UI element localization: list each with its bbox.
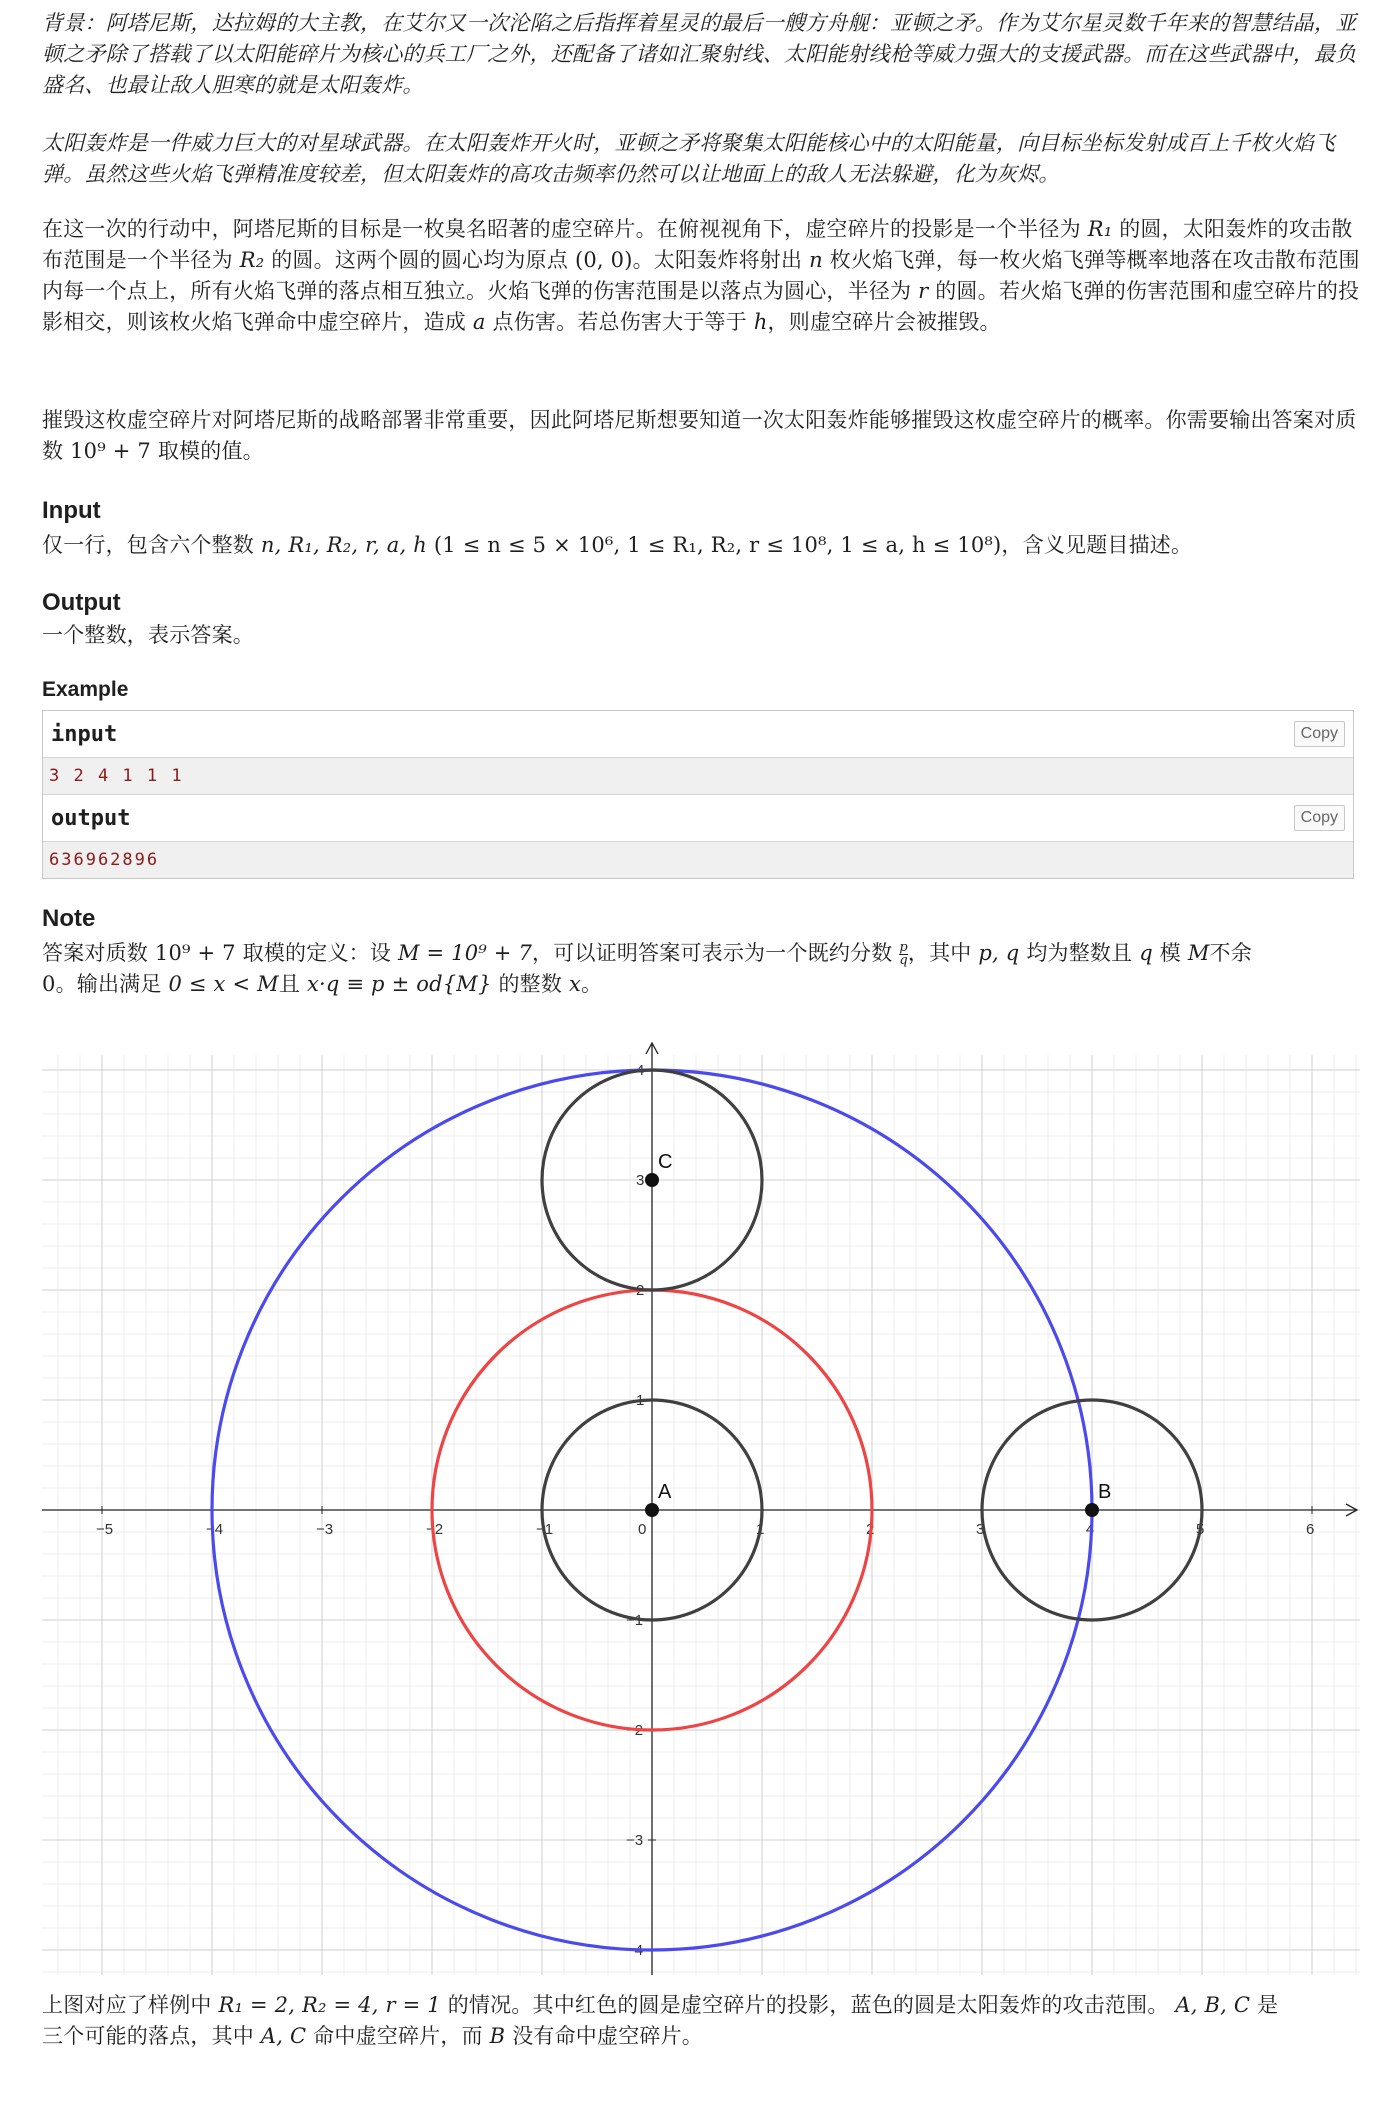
math-x: x xyxy=(568,972,581,996)
math-frac-q: q xyxy=(899,952,908,968)
math-r: r xyxy=(918,279,929,303)
point-label-c: C xyxy=(658,1151,673,1173)
math-sample: R₁ = 2, R₂ = 4, r = 1 xyxy=(218,1993,441,2017)
math-B: B xyxy=(489,2024,506,2048)
caption-text: 命中虚空碎片，而 xyxy=(313,2024,483,2048)
question-paragraph xyxy=(42,405,1360,467)
math-n: n xyxy=(809,248,823,272)
x-tick-label: 4 xyxy=(1086,1521,1095,1538)
input-heading: Input xyxy=(42,497,101,524)
figure-caption xyxy=(42,1990,1360,2052)
x-tick-label: 6 xyxy=(1306,1521,1315,1538)
background-text-2: 太阳轰炸是一件威力巨大的对星球武器。在太阳轰炸开火时，亚顿之矛将聚集太阳能核心中的太阳能量，向目标坐标发射成百上千枚火焰飞弹。虽然这些火焰飞弹精准度较差，但太阳轰炸的高攻击频率仍然可以让地面上的敌人无法躲避，化为灰烬。 xyxy=(42,131,1336,186)
y-tick-label: 3 xyxy=(636,1172,645,1189)
caption-text: 的情况。其中红色的圆是虚空碎片的投影，蓝色的圆是太阳轰炸的攻击范围。 xyxy=(447,1993,1169,2017)
point-c xyxy=(645,1173,659,1187)
background-label: 背景： xyxy=(42,11,106,35)
note-text: 取模的定义：设 xyxy=(242,941,392,965)
statement-text: 在这一次的行动中，阿塔尼斯的目标是一枚臭名昭著的虚空碎片。在俯视视角下，虚空碎片的投影是一个半径为 xyxy=(42,217,1081,241)
x-tick-label: −4 xyxy=(206,1521,224,1538)
note-text: 的整数 xyxy=(498,972,563,996)
point-label-b: B xyxy=(1098,1481,1112,1503)
statement-text: 。太阳轰炸将射出 xyxy=(632,248,803,272)
math-origin: (0, 0) xyxy=(574,248,633,272)
note-text: 答案对质数 xyxy=(42,941,148,965)
math-R2: R₂ xyxy=(239,248,265,272)
x-tick-label: 3 xyxy=(976,1521,985,1538)
math-h: h xyxy=(753,310,768,334)
point-b xyxy=(1085,1503,1099,1517)
question-text: 取模的值。 xyxy=(157,439,264,463)
example-heading: Example xyxy=(42,678,129,701)
math-constraints: (1 ≤ n ≤ 5 × 10⁶, 1 ≤ R₁, R₂, r ≤ 10⁸, 1 ≤ a, h ≤ 10⁸) xyxy=(433,533,1002,557)
y-tick-label: −4 xyxy=(626,1942,644,1959)
x-tick-label: −2 xyxy=(426,1521,444,1538)
math-vars: n, R₁, R₂, r, a, h xyxy=(260,533,428,557)
input-description xyxy=(42,530,1360,561)
y-tick-label: −2 xyxy=(626,1722,644,1739)
statement-text: ，则虚空碎片会被摧毁。 xyxy=(767,310,1001,334)
math-mod: 10⁹ + 7 xyxy=(70,439,151,463)
math-zero: 0 xyxy=(42,972,56,996)
output-description: 一个整数，表示答案。 xyxy=(42,623,254,647)
statement-text: 的圆。这两个圆的圆心均为原点 xyxy=(271,248,569,272)
statement-paragraph xyxy=(42,214,1360,338)
background-paragraph-1 xyxy=(42,8,1360,101)
math-M-def: M = 10⁹ + 7 xyxy=(397,941,533,965)
y-tick-label: −1 xyxy=(626,1612,644,1629)
note-text: 。 xyxy=(581,972,603,996)
note-heading: Note xyxy=(42,905,96,932)
note-text: ，其中 xyxy=(907,941,972,965)
math-congruence: x·q ≡ p ± od{M} xyxy=(306,972,492,996)
y-tick-label: −3 xyxy=(626,1832,644,1849)
math-q: q xyxy=(1139,941,1153,965)
statement-text: 枚火焰飞弹，每一枚火焰飞弹等概率地落在攻击散布范围内每一个点上，所有火焰飞弹的落点相互独立。火焰飞弹的伤害范围是以落点为圆心，半径为 xyxy=(42,248,1360,303)
x-tick-label: 2 xyxy=(866,1521,875,1538)
input-text: ，含义见题目描述。 xyxy=(1001,533,1193,557)
math-pq: p, q xyxy=(978,941,1020,965)
x-tick-label: 0 xyxy=(638,1521,647,1538)
copy-input-button[interactable]: Copy xyxy=(1294,721,1345,747)
input-text: 仅一行，包含六个整数 xyxy=(42,533,254,557)
point-label-a: A xyxy=(658,1481,672,1503)
example-output-header xyxy=(43,795,1353,842)
caption-text: 三个可能的落点，其中 xyxy=(42,2024,254,2048)
circle-diagram xyxy=(42,1030,1360,1980)
example-input-header xyxy=(43,711,1353,758)
question-text: 摧毁这枚虚空碎片对阿塔尼斯的战略部署非常重要，因此阿塔尼斯想要知道一次太阳轰炸能够摧毁这枚虚空碎片的概率。你需要输出答案对质数 xyxy=(42,408,1357,463)
note-text: ，可以证明答案可表示为一个既约分数 xyxy=(532,941,893,965)
math-ABC: A, B, C xyxy=(1175,1993,1251,2017)
caption-text: 没有命中虚空碎片。 xyxy=(512,2024,704,2048)
math-fraction xyxy=(899,939,908,968)
note-paragraph xyxy=(42,938,1360,1000)
math-mod: 10⁹ + 7 xyxy=(154,941,236,965)
math-M: M xyxy=(1187,941,1210,965)
note-text: 不余 xyxy=(1209,941,1252,965)
math-R1: R₁ xyxy=(1087,217,1113,241)
note-text: 。输出满足 xyxy=(55,972,162,996)
note-text: 且 xyxy=(278,972,301,996)
example-output-value: 636962896 xyxy=(43,842,1353,878)
math-range: 0 ≤ x < M xyxy=(168,972,279,996)
x-tick-label: −3 xyxy=(316,1521,334,1538)
copy-output-button[interactable]: Copy xyxy=(1294,805,1345,831)
statement-text: 的圆。若火焰飞弹的伤害范围和虚空碎片的投影相交，则该枚火焰飞弹命中虚空碎片，造成 xyxy=(42,279,1360,334)
point-a xyxy=(645,1503,659,1517)
output-heading: Output xyxy=(42,589,121,616)
note-text: 均为整数且 xyxy=(1026,941,1133,965)
example-box xyxy=(42,710,1354,879)
statement-text: 的圆，太阳轰炸的攻击散布范围是一个半径为 xyxy=(42,217,1353,272)
example-input-value: 3 2 4 1 1 1 xyxy=(43,758,1353,795)
background-text-1: 阿塔尼斯，达拉姆的大主教，在艾尔又一次沦陷之后指挥着星灵的最后一艘方舟舰：亚顿之矛。作为艾尔星灵数千年来的智慧结晶，亚顿之矛除了搭载了以太阳能碎片为核心的兵工厂之外，还配备了诸如汇聚射线、太阳能射线枪等威力强大的支援武器。而在这些武器中，最负盛名、也最让敌人胆寒的就是太阳轰炸。 xyxy=(42,11,1357,97)
x-tick-label: 1 xyxy=(756,1521,765,1538)
y-tick-label: 1 xyxy=(636,1392,645,1409)
example-input-label: input xyxy=(51,721,118,747)
caption-text: 上图对应了样例中 xyxy=(42,1993,212,2017)
x-tick-label: −5 xyxy=(96,1521,114,1538)
math-a: a xyxy=(472,310,486,334)
math-frac-p: p xyxy=(899,939,908,955)
example-output-label: output xyxy=(51,805,131,831)
statement-text: 点伤害。若总伤害大于等于 xyxy=(492,310,747,334)
background-paragraph-2 xyxy=(42,128,1360,190)
caption-text: 是 xyxy=(1257,1993,1279,2017)
note-text: 模 xyxy=(1159,941,1181,965)
y-tick-label: 4 xyxy=(636,1062,645,1079)
x-tick-label: −1 xyxy=(536,1521,554,1538)
math-AC: A, C xyxy=(260,2024,307,2048)
x-tick-label: 5 xyxy=(1196,1521,1205,1538)
y-tick-label: 2 xyxy=(636,1282,645,1299)
